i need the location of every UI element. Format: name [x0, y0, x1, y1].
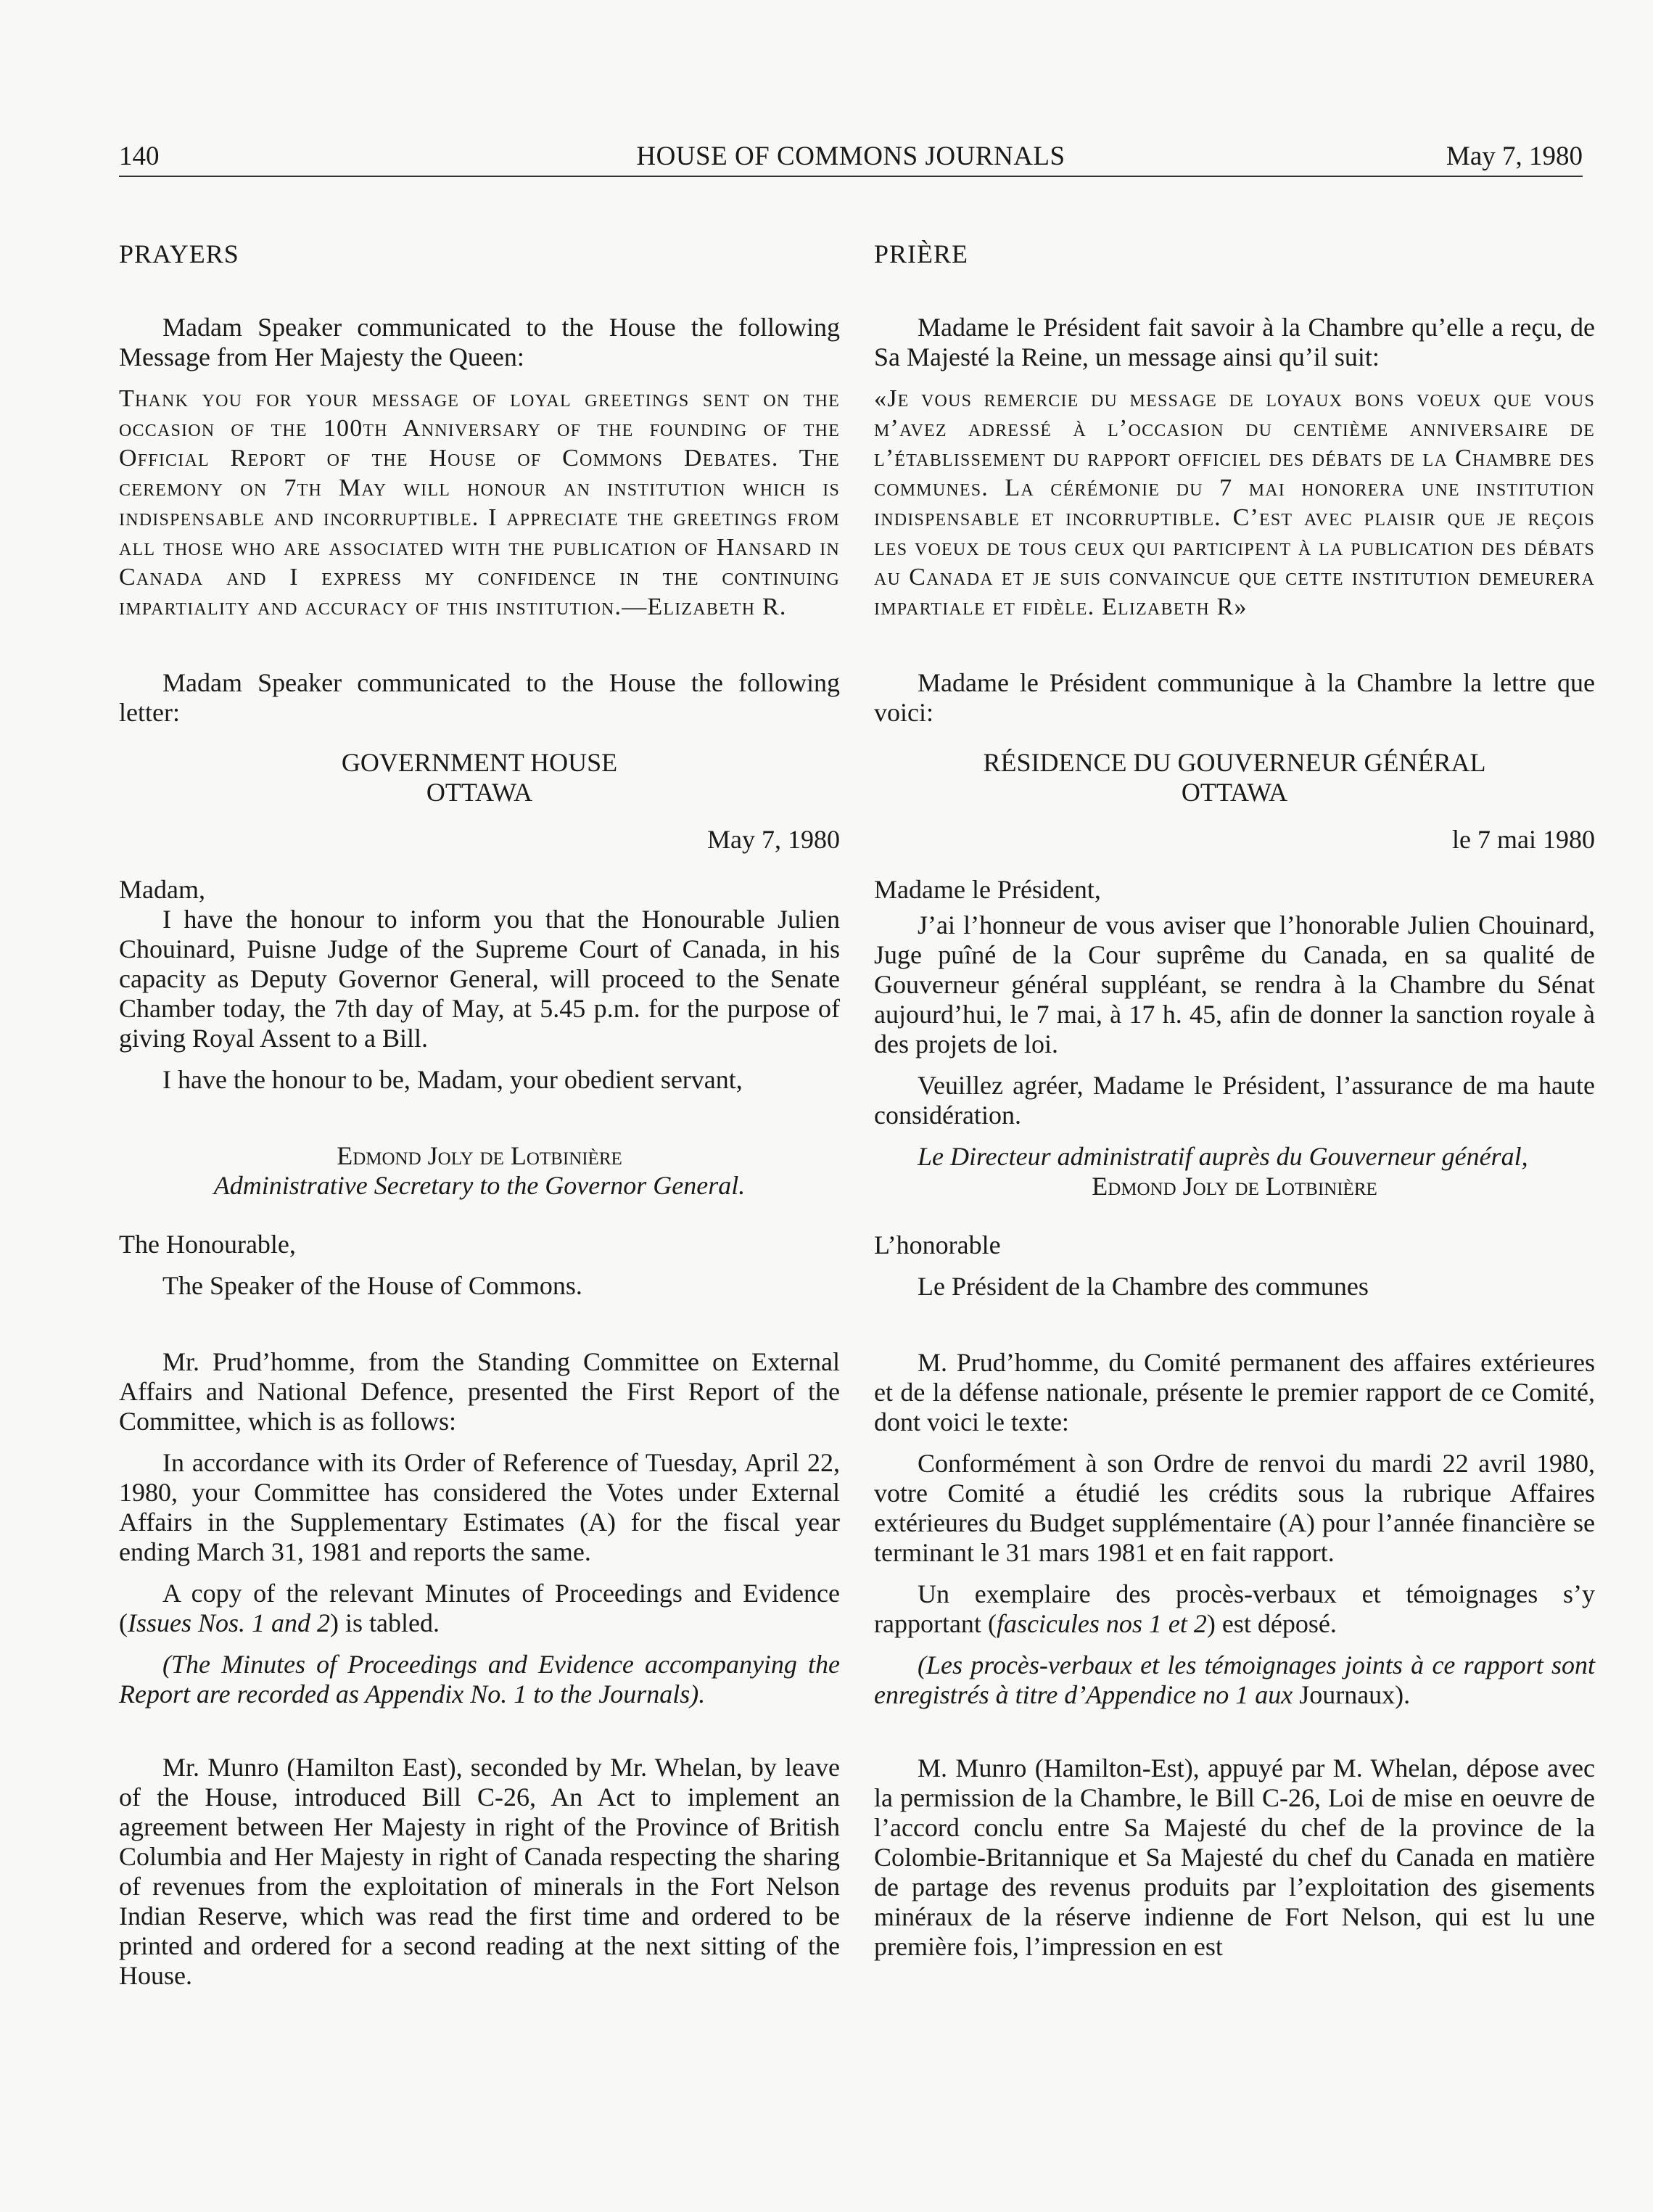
letter-heading-city: OTTAWA: [426, 778, 533, 807]
letter-addressee-line-2: The Speaker of the House of Commons.: [162, 1271, 582, 1300]
minutes-copy-issues-fr: fascicules nos 1 et 2: [996, 1609, 1207, 1638]
queen-message: [119, 384, 840, 622]
bill-c26-text: Mr. Munro (Hamilton East), seconded by Mr. Whelan, by leave of the House, introduced Bill C-26, An Act to implement an agreement between Her Majesty in right of the Province of British Columbia and Her Majesty in right of Canada respecting the sharing of revenues from the exploitation of minerals in the Fort Nelson Indian Reserve, which was read the first time and ordered to be printed and ordered for a second reading at the next sitting of the House.: [119, 1753, 840, 1990]
letter-salutation-fr: Madame le Président,: [874, 875, 1101, 904]
letter-body-fr: J’ai l’honneur de vous aviser que l’honorable Julien Chouinard, Juge puîné de la Cour suprême du Canada, en sa qualité de Gouverneur général suppléant, se rendra à la Chambre du Sénat aujourd’hui, le 7 mai, à 17 h. 45, afin de donner la sanction royale à des projets de loi.: [874, 910, 1595, 1058]
page-number: 140: [119, 141, 160, 171]
letter-intro: Madam Speaker communicated to the House the following letter:: [119, 668, 840, 727]
committee-report-text-fr: Conformément à son Ordre de renvoi du mardi 22 avril 1980, votre Comité a étudié les crédits sous la rubrique Affaires extérieures du Budget supplémentaire (A) pour l’année financière se terminant le 31 mars 1981 et en fait rapport.: [874, 1449, 1595, 1567]
queen-message-fr: [874, 384, 1595, 622]
english-column: [119, 239, 840, 1991]
header-date: May 7, 1980: [1446, 141, 1583, 171]
queen-message-intro: Madam Speaker communicated to the House the following Message from Her Majesty the Queen:: [119, 313, 840, 371]
letter-signer-title-fr: Le Directeur administratif auprès du Gouverneur général,: [918, 1142, 1528, 1171]
minutes-copy-part-c: ) is tabled.: [330, 1608, 440, 1637]
committee-report-intro: Mr. Prud’homme, from the Standing Committee on External Affairs and National Defence, presented the First Report of the Committee, which is as follows:: [119, 1347, 840, 1436]
committee-report-text: In accordance with its Order of Reference of Tuesday, April 22, 1980, your Committee has considered the Votes under External Affairs in the Supplementary Estimates (A) for the fiscal year ending March 31, 1981 and reports the same.: [119, 1448, 840, 1566]
queen-message-intro-fr: Madame le Président fait savoir à la Chambre qu’elle a reçu, de Sa Majesté la Reine, un message ainsi qu’il suit:: [874, 313, 1595, 371]
letter-date: May 7, 1980: [707, 825, 840, 854]
letter-heading-residence: GOVERNMENT HOUSE: [341, 748, 618, 777]
prayers-heading: PRAYERS: [119, 239, 239, 268]
priere-heading: PRIÈRE: [874, 239, 969, 268]
letter-closing-fr: Veuillez agréer, Madame le Président, l’assurance de ma haute considération.: [874, 1071, 1595, 1130]
appendix-note-fr: [874, 1650, 1595, 1710]
letter-addressee-line-2-fr: Le Président de la Chambre des communes: [918, 1272, 1369, 1301]
letter-body: I have the honour to inform you that the Honourable Julien Chouinard, Puisne Judge of the Supreme Court of Canada, in his capacity as Deputy Governor General, will proceed to the Senate Chamber today, the 7th day of May, at 5.45 p.m. for the purpose of giving Royal Assent to a Bill.: [119, 905, 840, 1053]
minutes-copy-note-fr: [874, 1579, 1595, 1639]
letter-closing: I have the honour to be, Madam, your obedient servant,: [162, 1065, 743, 1094]
appendix-note: (The Minutes of Proceedings and Evidence accompanying the Report are recorded as Appendix No. 1 to the Journals).: [119, 1650, 840, 1709]
journal-title: HOUSE OF COMMONS JOURNALS: [636, 141, 1065, 171]
minutes-copy-issues: Issues Nos. 1 and 2: [128, 1608, 331, 1637]
letter-salutation: Madam,: [119, 875, 205, 904]
letter-signer-name-fr: Edmond Joly de Lotbinière: [1092, 1172, 1377, 1201]
letter-intro-fr: Madame le Président communique à la Chambre la lettre que voici:: [874, 668, 1595, 727]
letter-addressee-line-1-fr: L’honorable: [874, 1230, 1001, 1259]
appendix-note-fr-italic: (Les procès-verbaux et les témoignages joints à ce rapport sont enregistrés à titre d’Appendice no 1 aux: [874, 1650, 1595, 1709]
letter-date-fr: le 7 mai 1980: [1452, 825, 1595, 854]
letter-heading-residence-fr: RÉSIDENCE DU GOUVERNEUR GÉNÉRAL: [983, 748, 1486, 777]
queen-message-text-fr: «Je vous remercie du message de loyaux bons voeux que vous m’avez adressé à l’occasion du centième anniversaire de l’établissement du rapport officiel des débats de la Chambre des communes. La cérémonie du 7 mai honorera une institution indispensable et incorruptible. C’est avec plaisir que je reçois les voeux de tous ceux qui participent à la publication des débats au Canada et je suis convaincue que cette institution demeurera impartiale et fidèle. Elizabeth R»: [874, 385, 1595, 620]
minutes-copy-part-c-fr: ) est déposé.: [1206, 1609, 1337, 1638]
letter-heading-city-fr: OTTAWA: [1181, 778, 1288, 807]
minutes-copy-part-a: A copy of the relevant Minutes of Proceedings and Evidence (: [119, 1579, 840, 1637]
queen-message-text: Thank you for your message of loyal greetings sent on the occasion of the 100th Anniversary of the founding of the Official Report of the House of Commons Debates. The ceremony on 7th May will honour an institution which is indispensable and incorruptible. I appreciate the greetings from all those who are associated with the publication of Hansard in Canada and I express my confidence in the continuing impartiality and accuracy of this institution.—Elizabeth R.: [119, 385, 840, 620]
letter-addressee-line-1: The Honourable,: [119, 1230, 296, 1259]
appendix-note-fr-roman: Journaux).: [1293, 1680, 1411, 1709]
page-header: [119, 138, 1583, 177]
letter-signer-title: Administrative Secretary to the Governor General.: [213, 1171, 746, 1200]
letter-signer-name: Edmond Joly de Lotbinière: [337, 1141, 622, 1170]
minutes-copy-part-a-fr: Un exemplaire des procès-verbaux et témoignages s’y rapportant (: [874, 1579, 1595, 1638]
bill-c26-text-fr: M. Munro (Hamilton-Est), appuyé par M. Whelan, dépose avec la permission de la Chambre, le Bill C-26, Loi de mise en oeuvre de l’accord conclu entre Sa Majesté du chef de la province de la Colombie-Britannique et Sa Majesté du chef du Canada en matière de partage des revenus produits par l’exploitation des gisements minéraux de la réserve indienne de Fort Nelson, qui est lu une première fois, l’impression en est: [874, 1753, 1595, 1961]
french-column: [874, 239, 1595, 1962]
committee-report-intro-fr: M. Prud’homme, du Comité permanent des affaires extérieures et de la défense nationale, présente le premier rapport de ce Comité, dont voici le texte:: [874, 1348, 1595, 1436]
minutes-copy-note: [119, 1579, 840, 1638]
